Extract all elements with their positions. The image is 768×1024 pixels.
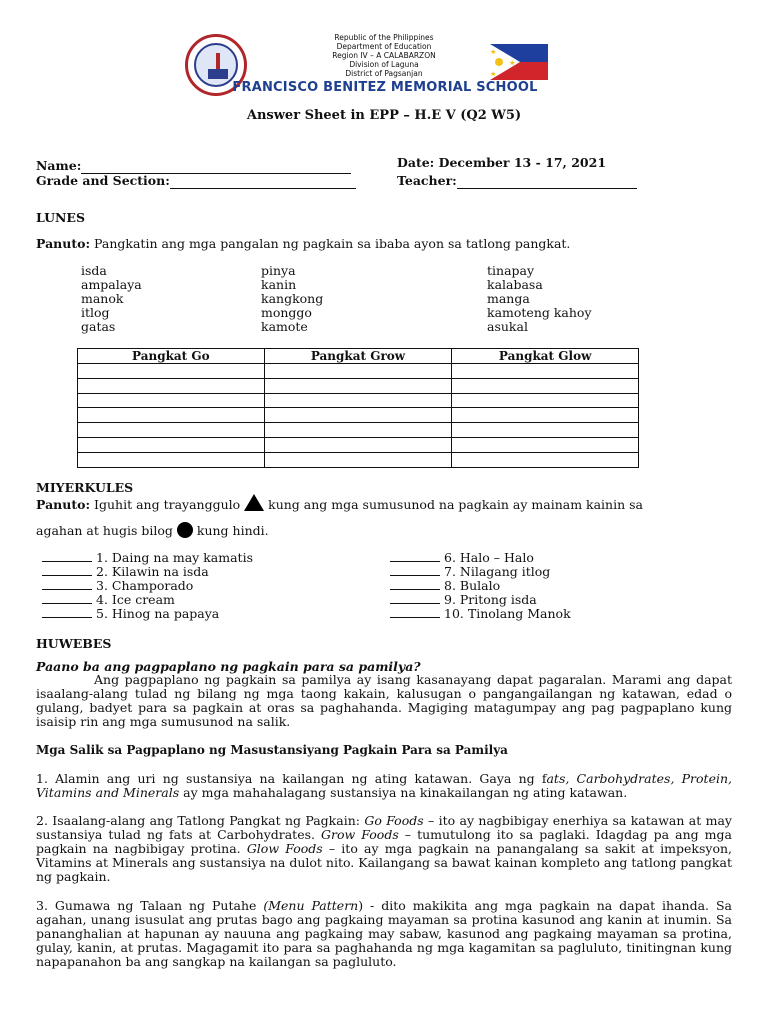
- list-item: [390, 579, 571, 593]
- huwebes-question: Paano ba ang pagpaplano ng pagkain para sa pamilya?: [36, 659, 421, 674]
- seal-book: [208, 69, 228, 79]
- answer-cell[interactable]: [452, 408, 639, 423]
- food-item: manga: [487, 291, 530, 306]
- p2-glow-foods: Glow Foods: [246, 841, 323, 856]
- item-text: 7. Nilagang itlog: [444, 564, 551, 579]
- huwebes-intro: Ang pagpaplano ng pagkain sa pamilya ay isang kasanayang dapat pagaralan. Marami ang dapat isaalang-alang tulad ng bilang ng mga taong kakain, kalusugan o pangangailangan ng katawan, edad o gulang, badyet para sa pagkain at oras sa paghahanda. Magiging matagumpay ang pag pagpaplano kung isaisip rin ang mga sumusunod na salik.: [36, 672, 732, 729]
- miyerkules-panuto-c: agahan at hugis bilog: [36, 523, 173, 538]
- answer-blank[interactable]: [42, 565, 92, 576]
- answer-blank[interactable]: [390, 551, 440, 562]
- p2-text-g: – ito ay mga pagkain na panangalang sa sakit at impeksyon, Vitamins at Minerals ang sustansiya na dulot nito. Kailangang sa bawat kainan kompleto ang tatlong pangkat ng pagkain.: [36, 841, 733, 884]
- huwebes-heading: HUWEBES: [36, 636, 112, 651]
- department-text: Department of Education: [336, 42, 432, 51]
- table-row: [78, 378, 639, 393]
- items-left: [42, 551, 253, 621]
- food-item: itlog: [81, 305, 110, 320]
- salik-paragraph-3: [36, 899, 732, 969]
- page-title: Answer Sheet in EPP – H.E V (Q2 W5): [246, 108, 522, 123]
- item-text: 9. Pritong isda: [444, 592, 537, 607]
- answer-cell[interactable]: [264, 437, 452, 452]
- region-text: Region IV – A CALABARZON: [332, 51, 436, 60]
- pangkat-table: [77, 348, 639, 468]
- name-label: Name:: [36, 158, 82, 173]
- item-text: 4. Ice cream: [96, 592, 175, 607]
- table-row: [78, 364, 639, 379]
- miyerkules-instructions-2: [36, 522, 269, 538]
- grade-blank[interactable]: [170, 177, 356, 189]
- teacher-blank[interactable]: [457, 177, 637, 189]
- answer-cell[interactable]: [452, 452, 639, 467]
- list-item: [42, 565, 253, 579]
- list-item: [390, 551, 571, 565]
- list-item: [390, 565, 571, 579]
- answer-cell[interactable]: [264, 423, 452, 438]
- p3-text-c: ) - dito makikita ang mga pagkain na dapat ihanda. Sa agahan, unang isusulat ang prutas bago ang pagkaing mayaman sa protina kasunod ang kanin at inumin. Sa pananghalian at hapunan ay nauuna ang pagkaing may sabaw, kasunod ang pagkaing mayaman sa protina, gulay, kanin, at prutas. Magagamit ito para sa paghahanda ng mga kagamitan sa pagluluto, tinitingnan kung napapanahon ba ang sangkap na kailangan sa pagluluto.: [36, 898, 732, 969]
- item-text: 5. Hinog na papaya: [96, 606, 220, 621]
- lunes-instructions: [36, 236, 570, 251]
- answer-cell[interactable]: [78, 408, 265, 423]
- answer-blank[interactable]: [42, 579, 92, 590]
- philippine-flag-icon: [490, 44, 548, 80]
- teacher-label: Teacher:: [397, 173, 457, 188]
- table-header-row: [78, 349, 639, 364]
- food-item: isda: [81, 263, 107, 278]
- salik-paragraph-2: [36, 814, 732, 884]
- answer-blank[interactable]: [390, 579, 440, 590]
- lunes-heading: LUNES: [36, 210, 85, 225]
- food-column-2: [261, 264, 323, 334]
- p1-text-c: ay mga mahahalagang sustansiya na kinakailangan ng ating katawan.: [179, 785, 628, 800]
- food-column-1: [81, 264, 142, 334]
- list-item: [42, 551, 253, 565]
- answer-cell[interactable]: [452, 423, 639, 438]
- answer-blank[interactable]: [390, 565, 440, 576]
- list-item: [390, 593, 571, 607]
- table-row: [78, 452, 639, 467]
- answer-cell[interactable]: [264, 393, 452, 408]
- teacher-field[interactable]: [397, 170, 637, 189]
- lunes-panuto-text: Pangkatin ang mga pangalan ng pagkain sa ibaba ayon sa tatlong pangkat.: [90, 236, 571, 251]
- table-row: [78, 423, 639, 438]
- miyerkules-panuto-d: kung hindi.: [192, 523, 269, 538]
- food-item: kamote: [261, 319, 308, 334]
- p3-text-a: 3. Gumawa ng Talaan ng Putahe: [36, 898, 264, 913]
- answer-cell[interactable]: [452, 437, 639, 452]
- answer-blank[interactable]: [390, 607, 440, 618]
- district-text: District of Pagsanjan: [345, 69, 423, 78]
- answer-cell[interactable]: [264, 452, 452, 467]
- item-text: 6. Halo – Halo: [444, 550, 534, 565]
- food-item: kalabasa: [487, 277, 543, 292]
- answer-cell[interactable]: [452, 393, 639, 408]
- salik-paragraph-1: [36, 772, 732, 800]
- header-grow: Pangkat Grow: [264, 349, 452, 364]
- answer-cell[interactable]: [264, 408, 452, 423]
- item-text: 3. Champorado: [96, 578, 194, 593]
- division-text: Division of Laguna: [349, 60, 419, 69]
- date-text: Date: December 13 - 17, 2021: [397, 155, 607, 170]
- food-item: kangkong: [261, 291, 324, 306]
- item-text: 8. Bulalo: [444, 578, 501, 593]
- circle-icon: [177, 522, 193, 538]
- seal-torch: [216, 53, 220, 69]
- food-item: gatas: [81, 319, 116, 334]
- school-name: FRANCISCO BENITEZ MEMORIAL SCHOOL: [232, 80, 538, 95]
- food-item: ampalaya: [81, 277, 142, 292]
- p1-text-b: ats, Carbohydrates, Protein, Vitamins and Minerals: [36, 771, 732, 800]
- p2-go-foods: Go Foods: [364, 813, 424, 828]
- miyerkules-panuto-a: Iguhit ang trayanggulo: [90, 497, 241, 512]
- header-go: Pangkat Go: [78, 349, 265, 364]
- list-item: [42, 607, 253, 621]
- triangle-icon: [244, 494, 264, 511]
- miyerkules-instructions-1: [36, 494, 643, 512]
- answer-blank[interactable]: [42, 607, 92, 618]
- item-text: 10. Tinolang Manok: [444, 606, 571, 621]
- answer-cell[interactable]: [264, 378, 452, 393]
- list-item: [42, 579, 253, 593]
- answer-blank[interactable]: [42, 551, 92, 562]
- grade-label: Grade and Section:: [36, 173, 170, 188]
- grade-field[interactable]: [36, 170, 356, 189]
- food-item: kanin: [261, 277, 297, 292]
- lunes-panuto-label: Panuto:: [36, 236, 91, 251]
- table-row: [78, 393, 639, 408]
- answer-cell[interactable]: [78, 393, 265, 408]
- answer-cell[interactable]: [78, 378, 265, 393]
- answer-cell[interactable]: [78, 437, 265, 452]
- item-text: 2. Kilawin na isda: [96, 564, 209, 579]
- list-item: [390, 607, 571, 621]
- p2-text-a: 2. Isaalang-alang ang Tatlong Pangkat ng Pagkain:: [36, 813, 365, 828]
- answer-cell[interactable]: [78, 423, 265, 438]
- food-item: monggo: [261, 305, 312, 320]
- header-glow: Pangkat Glow: [452, 349, 639, 364]
- food-item: asukal: [487, 319, 528, 334]
- food-item: manok: [81, 291, 124, 306]
- food-item: pinya: [261, 263, 296, 278]
- answer-blank[interactable]: [42, 593, 92, 604]
- p2-text-e: – tumutulong ito sa paglaki. Idagdag pa ang mga pagkain na nagbibigay protina.: [36, 827, 732, 856]
- item-text: 1. Daing na may kamatis: [96, 550, 253, 565]
- answer-cell[interactable]: [78, 364, 265, 379]
- answer-cell[interactable]: [452, 364, 639, 379]
- p2-grow-foods: Grow Foods: [321, 827, 399, 842]
- p2-text-c: – ito ay nagbibigay enerhiya sa katawan at may sustansiya tulad ng fats at Carbohydrates.: [36, 813, 732, 842]
- list-item: [42, 593, 253, 607]
- table-row: [78, 437, 639, 452]
- items-right: [390, 551, 571, 621]
- answer-blank[interactable]: [390, 593, 440, 604]
- republic-text: Republic of the Philippines: [334, 33, 434, 42]
- food-item: kamoteng kahoy: [487, 305, 592, 320]
- p3-menu-pattern: (Menu Pattern: [263, 898, 359, 913]
- answer-cell[interactable]: [264, 364, 452, 379]
- answer-cell[interactable]: [78, 452, 265, 467]
- miyerkules-panuto-b: kung ang mga sumusunod na pagkain ay mainam kainin sa: [264, 497, 643, 512]
- miyerkules-panuto-label: Panuto:: [36, 497, 91, 512]
- food-column-3: [487, 264, 592, 334]
- table-row: [78, 408, 639, 423]
- p1-text-a: 1. Alamin ang uri ng sustansiya na kailangan ng ating katawan. Gaya ng f: [36, 771, 547, 786]
- answer-cell[interactable]: [452, 378, 639, 393]
- salik-heading: Mga Salik sa Pagpaplano ng Masustansiyang Pagkain Para sa Pamilya: [36, 743, 508, 757]
- miyerkules-heading: MIYERKULES: [36, 480, 134, 495]
- food-item: tinapay: [487, 263, 535, 278]
